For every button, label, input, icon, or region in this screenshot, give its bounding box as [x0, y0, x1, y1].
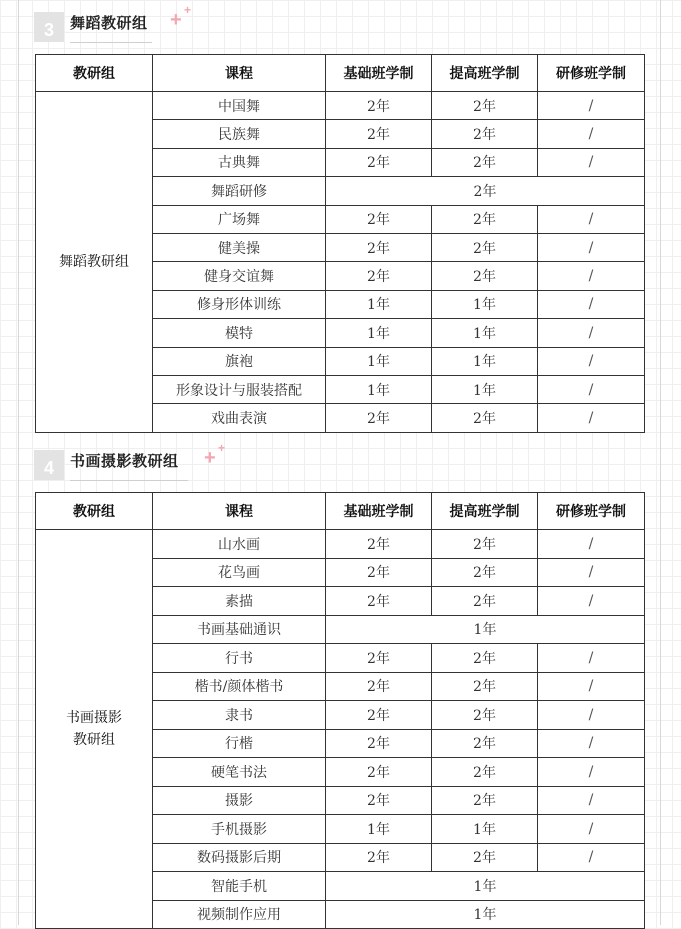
dance-course-table	[35, 54, 645, 433]
sparkle-icon: +	[184, 3, 192, 17]
research-duration-cell: /	[538, 404, 645, 432]
left-margin-line	[18, 0, 19, 925]
research-duration-cell: /	[538, 672, 645, 701]
advanced-duration-cell: 1年	[432, 375, 538, 403]
sparkle-icon: +	[170, 9, 182, 31]
section-4-number-badge: 4	[34, 450, 64, 480]
research-duration-cell: /	[538, 233, 645, 261]
merged-duration-cell: 2年	[326, 177, 645, 205]
research-duration-cell: /	[538, 290, 645, 318]
section-4-title: 书画摄影教研组	[70, 452, 179, 470]
research-duration-cell: /	[538, 758, 645, 787]
advanced-duration-cell: 1年	[432, 347, 538, 375]
advanced-duration-cell: 2年	[432, 205, 538, 233]
advanced-duration-cell: 2年	[432, 404, 538, 432]
course-cell: 形象设计与服装搭配	[153, 375, 326, 403]
research-duration-cell: /	[538, 815, 645, 844]
basic-duration-cell: 2年	[326, 644, 432, 673]
header-cell-course: 课程	[153, 493, 326, 530]
research-duration-cell: /	[538, 120, 645, 148]
basic-duration-cell: 2年	[326, 92, 432, 120]
table-header-row	[36, 55, 645, 92]
header-cell-group: 教研组	[36, 493, 153, 530]
section-3-title: 舞蹈教研组	[70, 14, 148, 32]
header-cell-basic: 基础班学制	[326, 493, 432, 530]
merged-duration-cell: 1年	[326, 900, 645, 929]
course-cell: 硬笔书法	[153, 758, 326, 787]
course-cell: 摄影	[153, 786, 326, 815]
right-margin-line	[660, 0, 661, 925]
basic-duration-cell: 2年	[326, 148, 432, 176]
basic-duration-cell: 2年	[326, 558, 432, 587]
basic-duration-cell: 2年	[326, 729, 432, 758]
group-name-line-2: 教研组	[73, 732, 115, 748]
course-cell: 花鸟画	[153, 558, 326, 587]
section-3-number-badge: 3	[34, 12, 64, 42]
research-duration-cell: /	[538, 375, 645, 403]
advanced-duration-cell: 2年	[432, 644, 538, 673]
sparkle-icon: +	[218, 441, 226, 455]
course-cell: 健美操	[153, 233, 326, 261]
table-row	[36, 530, 645, 559]
merged-duration-cell: 1年	[326, 615, 645, 644]
merged-duration-cell: 1年	[326, 872, 645, 901]
basic-duration-cell: 2年	[326, 205, 432, 233]
research-duration-cell: /	[538, 530, 645, 559]
header-cell-advanced: 提高班学制	[432, 55, 538, 92]
advanced-duration-cell: 2年	[432, 92, 538, 120]
research-duration-cell: /	[538, 786, 645, 815]
basic-duration-cell: 2年	[326, 120, 432, 148]
basic-duration-cell: 2年	[326, 233, 432, 261]
advanced-duration-cell: 2年	[432, 120, 538, 148]
header-cell-group: 教研组	[36, 55, 153, 92]
header-cell-research: 研修班学制	[538, 55, 645, 92]
sparkle-icon: +	[204, 447, 216, 469]
research-duration-cell: /	[538, 587, 645, 616]
research-duration-cell: /	[538, 319, 645, 347]
course-cell: 数码摄影后期	[153, 843, 326, 872]
basic-duration-cell: 2年	[326, 843, 432, 872]
group-name-cell: 舞蹈教研组	[36, 92, 153, 433]
research-duration-cell: /	[538, 701, 645, 730]
header-cell-course: 课程	[153, 55, 326, 92]
table-row	[36, 92, 645, 120]
advanced-duration-cell: 2年	[432, 148, 538, 176]
section-3-title-underline	[70, 42, 152, 43]
header-cell-research: 研修班学制	[538, 493, 645, 530]
course-cell: 修身形体训练	[153, 290, 326, 318]
group-name-line-1: 书画摄影	[66, 710, 122, 726]
research-duration-cell: /	[538, 205, 645, 233]
course-cell: 健身交谊舞	[153, 262, 326, 290]
course-cell: 民族舞	[153, 120, 326, 148]
advanced-duration-cell: 2年	[432, 558, 538, 587]
course-cell: 广场舞	[153, 205, 326, 233]
basic-duration-cell: 2年	[326, 672, 432, 701]
advanced-duration-cell: 2年	[432, 530, 538, 559]
course-cell: 行书	[153, 644, 326, 673]
course-cell: 智能手机	[153, 872, 326, 901]
research-duration-cell: /	[538, 644, 645, 673]
advanced-duration-cell: 2年	[432, 729, 538, 758]
table-header-row	[36, 493, 645, 530]
course-cell: 戏曲表演	[153, 404, 326, 432]
advanced-duration-cell: 2年	[432, 262, 538, 290]
research-duration-cell: /	[538, 729, 645, 758]
advanced-duration-cell: 2年	[432, 843, 538, 872]
research-duration-cell: /	[538, 347, 645, 375]
course-cell: 中国舞	[153, 92, 326, 120]
basic-duration-cell: 2年	[326, 262, 432, 290]
basic-duration-cell: 2年	[326, 701, 432, 730]
course-cell: 山水画	[153, 530, 326, 559]
advanced-duration-cell: 1年	[432, 319, 538, 347]
basic-duration-cell: 1年	[326, 319, 432, 347]
course-cell: 行楷	[153, 729, 326, 758]
course-cell: 古典舞	[153, 148, 326, 176]
advanced-duration-cell: 2年	[432, 233, 538, 261]
advanced-duration-cell: 2年	[432, 786, 538, 815]
research-duration-cell: /	[538, 558, 645, 587]
advanced-duration-cell: 1年	[432, 815, 538, 844]
research-duration-cell: /	[538, 92, 645, 120]
course-cell: 视频制作应用	[153, 900, 326, 929]
course-cell: 素描	[153, 587, 326, 616]
basic-duration-cell: 2年	[326, 587, 432, 616]
course-cell: 旗袍	[153, 347, 326, 375]
basic-duration-cell: 2年	[326, 758, 432, 787]
advanced-duration-cell: 2年	[432, 701, 538, 730]
course-cell: 书画基础通识	[153, 615, 326, 644]
section-4-title-underline	[70, 480, 188, 481]
calligraphy-photo-course-table	[35, 492, 645, 929]
course-cell: 舞蹈研修	[153, 177, 326, 205]
course-cell: 模特	[153, 319, 326, 347]
basic-duration-cell: 1年	[326, 375, 432, 403]
basic-duration-cell: 1年	[326, 347, 432, 375]
basic-duration-cell: 1年	[326, 815, 432, 844]
course-cell: 手机摄影	[153, 815, 326, 844]
header-cell-advanced: 提高班学制	[432, 493, 538, 530]
course-cell: 隶书	[153, 701, 326, 730]
research-duration-cell: /	[538, 148, 645, 176]
advanced-duration-cell: 1年	[432, 290, 538, 318]
group-name-cell	[36, 530, 153, 929]
advanced-duration-cell: 2年	[432, 672, 538, 701]
course-cell: 楷书/颜体楷书	[153, 672, 326, 701]
header-cell-basic: 基础班学制	[326, 55, 432, 92]
research-duration-cell: /	[538, 843, 645, 872]
research-duration-cell: /	[538, 262, 645, 290]
advanced-duration-cell: 2年	[432, 758, 538, 787]
advanced-duration-cell: 2年	[432, 587, 538, 616]
basic-duration-cell: 2年	[326, 530, 432, 559]
basic-duration-cell: 1年	[326, 290, 432, 318]
basic-duration-cell: 2年	[326, 786, 432, 815]
basic-duration-cell: 2年	[326, 404, 432, 432]
